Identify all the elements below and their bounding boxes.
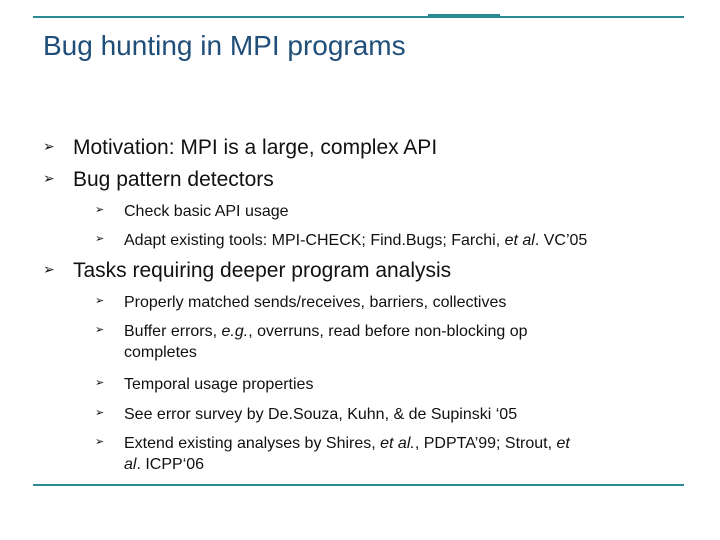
arrow-bullet-icon: ➢ bbox=[43, 138, 55, 154]
bullet-text: See error survey by De.Souza, Kuhn, & de Supinski ‘05 bbox=[124, 406, 518, 423]
arrow-bullet-icon: ➢ bbox=[95, 295, 105, 307]
top-rule-accent bbox=[428, 14, 500, 17]
arrow-bullet-icon: ➢ bbox=[43, 170, 55, 186]
top-rule bbox=[33, 16, 684, 18]
bullet-text: Bug pattern detectors bbox=[73, 168, 274, 191]
bullet-text: Properly matched sends/receives, barriers, collectives bbox=[124, 294, 507, 311]
arrow-bullet-icon: ➢ bbox=[95, 436, 105, 448]
bullet-text: Extend existing analyses by Shires, et al., PDPTA’99; Strout, et al. ICPP‘06 bbox=[124, 435, 570, 473]
slide-title: Bug hunting in MPI programs bbox=[43, 30, 406, 61]
arrow-bullet-icon: ➢ bbox=[95, 377, 105, 389]
bullet-text: Motivation: MPI is a large, complex API bbox=[73, 136, 438, 159]
bullet-text: Check basic API usage bbox=[124, 203, 289, 220]
arrow-bullet-icon: ➢ bbox=[95, 204, 105, 216]
bullet-text: Temporal usage properties bbox=[124, 376, 314, 393]
arrow-bullet-icon: ➢ bbox=[43, 261, 55, 277]
arrow-bullet-icon: ➢ bbox=[95, 407, 105, 419]
bullet-text: Buffer errors, e.g., overruns, read before non-blocking op completes bbox=[124, 323, 528, 361]
bullet-text: Tasks requiring deeper program analysis bbox=[73, 259, 452, 282]
bottom-rule bbox=[33, 484, 684, 486]
arrow-bullet-icon: ➢ bbox=[95, 233, 105, 245]
arrow-bullet-icon: ➢ bbox=[95, 324, 105, 336]
bullet-text: Adapt existing tools: MPI-CHECK; Find.Bugs; Farchi, et al. VC’05 bbox=[124, 232, 588, 249]
